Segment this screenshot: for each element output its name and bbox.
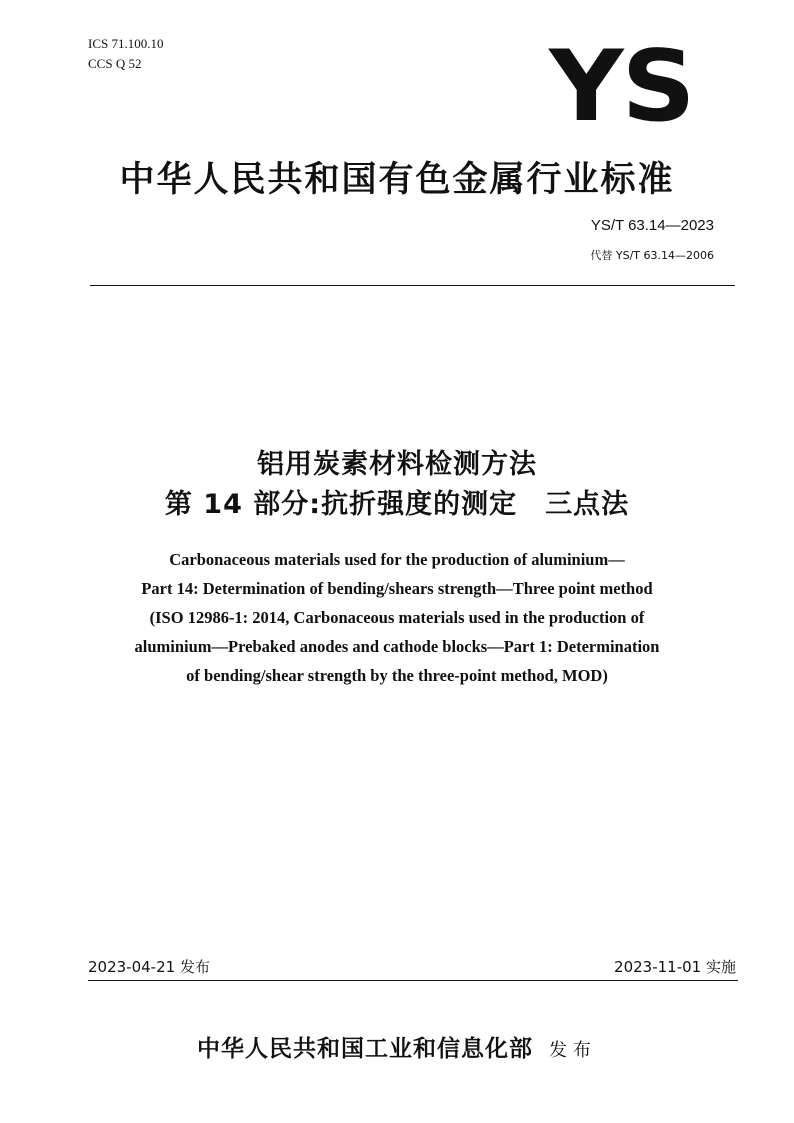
header-divider (90, 285, 735, 286)
ics-code: ICS 71.100.10 (88, 36, 164, 51)
title-en-line: aluminium—Prebaked anodes and cathode blocks—Part 1: Determination (134, 637, 660, 656)
replaces-standard: 代替 YS/T 63.14—2006 (590, 249, 714, 262)
title-en-line: (ISO 12986-1: 2014, Carbonaceous materials used in the production of (149, 608, 645, 627)
standard-category: 中华人民共和国有色金属行业标准 (119, 160, 675, 200)
title-cn-line2: 第 14 部分:抗折强度的测定 三点法 (164, 489, 630, 520)
title-en-line: Carbonaceous materials used for the production of aluminium— (169, 550, 625, 569)
issuer-suffix: 发布 (549, 1040, 597, 1061)
title-en-line: of bending/shear strength by the three-point method, MOD) (186, 666, 608, 685)
title-cn-line1: 铝用炭素材料检测方法 (257, 449, 537, 480)
classification-codes (88, 34, 163, 74)
publish-date: 2023-04-21 发布 (88, 958, 210, 976)
ccs-code: CCS Q 52 (88, 56, 142, 71)
implement-date: 2023-11-01 实施 (614, 958, 736, 976)
title-en (80, 545, 714, 690)
title-en-line: Part 14: Determination of bending/shears strength—Three point method (141, 579, 653, 598)
standard-number: YS/T 63.14—2023 (590, 217, 714, 234)
issuer (0, 1030, 794, 1063)
ys-logo: YS (549, 30, 694, 144)
issuer-name: 中华人民共和国工业和信息化部 (197, 1036, 533, 1062)
footer-divider (88, 980, 738, 981)
